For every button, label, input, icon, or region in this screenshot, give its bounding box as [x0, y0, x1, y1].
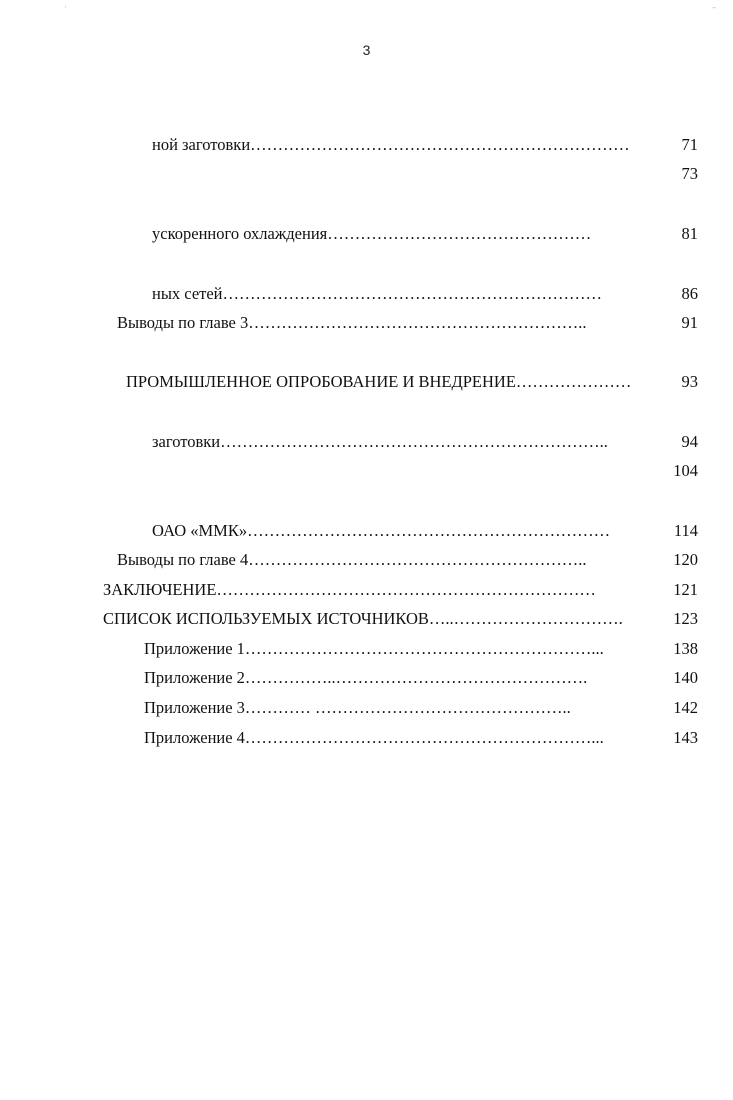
- toc-entry-title: Приложение 3………… ………………………………………..: [144, 698, 571, 717]
- toc-entry-title: Приложение 4………………………………………………………...: [144, 728, 604, 747]
- toc-page-number: 93: [681, 372, 698, 391]
- toc-page-number: 121: [673, 580, 698, 599]
- toc-entry-title-continued: ных сетей……………………………………………………………: [152, 284, 603, 303]
- toc-page-number: 143: [673, 728, 698, 747]
- toc-page-number: 86: [681, 284, 698, 303]
- toc-entry-title-continued: ПРОМЫШЛЕННОЕ ОПРОБОВАНИЕ И ВНЕДРЕНИЕ…………………: [126, 372, 632, 391]
- toc-entry-title-continued: заготовки……………………………………………………………..: [152, 432, 608, 451]
- toc-entry-title-continued: ОАО «ММК»…………………………………………………………: [152, 521, 611, 540]
- margin-mark-left: ·: [64, 3, 67, 13]
- toc-page-number: 140: [673, 668, 698, 687]
- toc-entry-title-continued: ной заготовки……………………………………………………………: [152, 135, 630, 154]
- toc-entry-title: Приложение 2……………..……………………………………….: [144, 668, 588, 687]
- toc-page-number: 142: [673, 698, 698, 717]
- toc-entry-title-continued: ускоренного охлаждения…………………………………………: [152, 224, 592, 243]
- toc-entry-title: Приложение 1………………………………………………………...: [144, 639, 604, 658]
- toc-page-number: 71: [681, 135, 698, 154]
- toc-entry-title: Выводы по главе 4……………………………………………………..: [117, 550, 587, 569]
- toc-page-number: 94: [681, 432, 698, 451]
- toc-page-number: 81: [681, 224, 698, 243]
- toc-page-number: 120: [673, 550, 698, 569]
- margin-mark-right: –: [712, 3, 717, 13]
- toc-page-number: 114: [673, 521, 698, 540]
- toc-page-number: 123: [673, 609, 698, 628]
- toc-entry-title: СПИСОК ИСПОЛЬЗУЕМЫХ ИСТОЧНИКОВ…..………………………….: [103, 609, 623, 628]
- toc-page-number: 104: [673, 461, 698, 480]
- toc-entry-title: ЗАКЛЮЧЕНИЕ……………………………………………………………: [103, 580, 596, 599]
- page-number: 3: [362, 42, 371, 58]
- toc-page-number: 138: [673, 639, 698, 658]
- toc-page-number: 73: [681, 164, 698, 183]
- toc-entry-title: Выводы по главе 3……………………………………………………..: [117, 313, 587, 332]
- toc-page-number: 91: [681, 313, 698, 332]
